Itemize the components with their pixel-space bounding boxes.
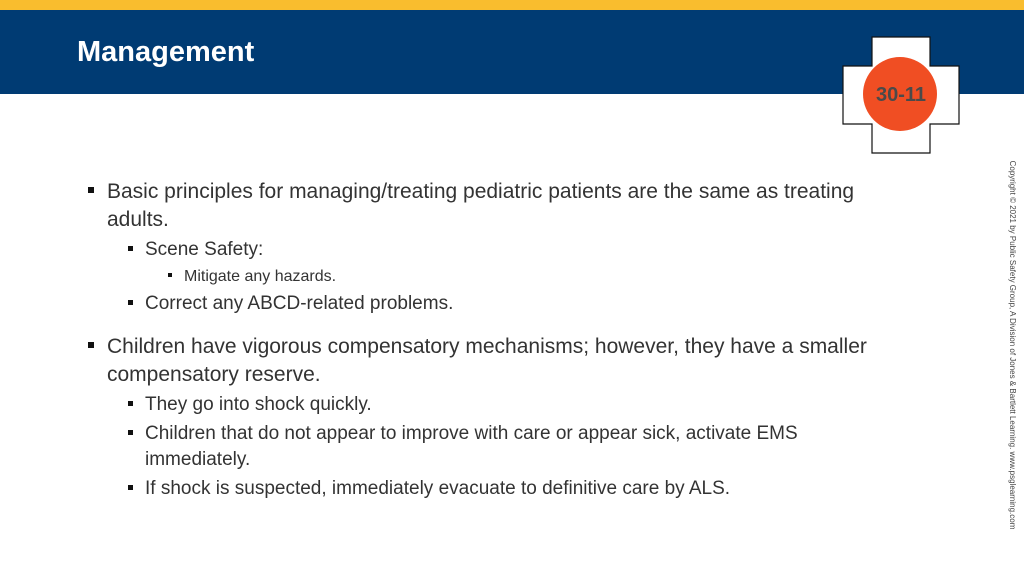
copyright-notice: Copyright © 2021 by Public Safety Group, A Division of Jones & Bartlett Learning. www.psglearning.com bbox=[1008, 160, 1017, 530]
sub-bullet-item: They go into shock quickly. bbox=[145, 392, 895, 418]
sub-bullet-item: If shock is suspected, immediately evacuate to definitive care by ALS. bbox=[145, 476, 895, 502]
sub-bullet-item: Scene Safety: bbox=[145, 237, 895, 263]
sub-bullet-item: Correct any ABCD-related problems. bbox=[145, 291, 895, 317]
sub-bullet-item: Children that do not appear to improve with care or appear sick, activate EMS immediately. bbox=[145, 421, 895, 473]
slide-number-badge: 30-11 bbox=[875, 84, 927, 106]
top-accent-stripe bbox=[0, 0, 1024, 10]
bullet-item: Basic principles for managing/treating pediatric patients are the same as treating adults. bbox=[107, 178, 887, 234]
sub-sub-bullet-item: Mitigate any hazards. bbox=[184, 266, 884, 288]
slide-title: Management bbox=[77, 36, 255, 68]
bullet-item: Children have vigorous compensatory mechanisms; however, they have a smaller compensatory reserve. bbox=[107, 333, 887, 389]
bullet-list bbox=[0, 178, 980, 502]
